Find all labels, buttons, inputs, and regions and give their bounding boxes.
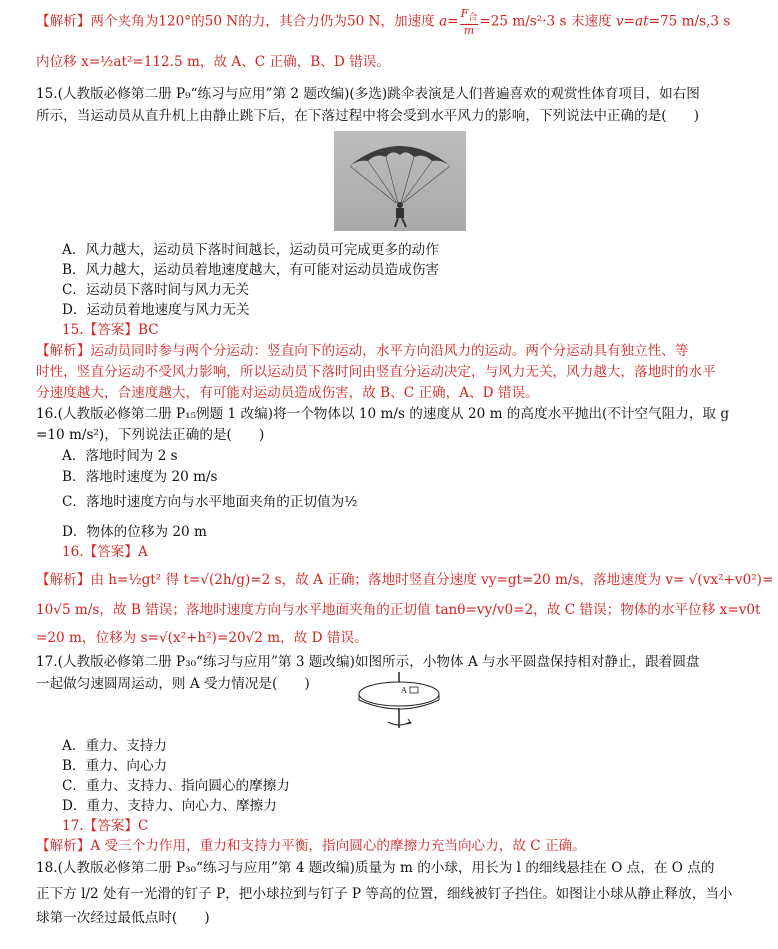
explanation-16-line3: =20 m，位移为 s=√(x²+h²)=20√2 m，故 D 错误。 — [36, 630, 368, 646]
question-17-option-c: C．重力、支持力、指向圆心的摩擦力 — [62, 778, 290, 794]
explanation-14-line2: 内位移 x=½at²=112.5 m，故 A、C 正确，B、D 错误。 — [36, 54, 390, 70]
question-16-option-c: C．落地时速度方向与水平地面夹角的正切值为½ — [62, 494, 358, 510]
parachute-photo — [334, 131, 466, 231]
explanation-16-line1: 【解析】由 h=½gt² 得 t=√(2h/g)=2 s，故 A 正确；落地时竖直分速度 vy=gt=20 m/s，落地速度为 v= √(vx²+v0²)= — [36, 572, 774, 588]
answer-15: 15.【答案】BC — [62, 322, 159, 338]
explanation-17: 【解析】A 受三个力作用，重力和支持力平衡，指向圆心的摩擦力充当向心力，故 C 正确。 — [36, 838, 586, 854]
question-15-option-b: B．风力越大，运动员着地速度越大，有可能对运动员造成伤害 — [62, 262, 440, 278]
explanation-15-line1: 【解析】运动员同时参与两个分运动：竖直向下的运动，水平方向沿风力的运动。两个分运动具有独立性、等 — [36, 343, 689, 359]
question-17-line2: 一起做匀速圆周运动，则 A 受力情况是( ) — [36, 676, 310, 692]
question-15-option-d: D．运动员着地速度与风力无关 — [62, 302, 250, 318]
question-15-line1: 15.(人教版必修第二册 P₉“练习与应用”第 2 题改编)(多选)跳伞表演是人们普遍喜欢的观赏性体育项目，如右图 — [36, 86, 700, 102]
answer-17: 17.【答案】C — [62, 818, 149, 834]
question-16-option-a: A．落地时间为 2 s — [62, 448, 178, 464]
explanation-16-line2: 10√5 m/s，故 B 错误；落地时速度方向与水平地面夹角的正切值 tanθ=vy/v0=2，故 C 错误；物体的水平位移 x=v0t — [36, 602, 761, 618]
explanation-14-line1: 【解析】两个夹角为120°的50 N的力，其合力仍为50 N，加速度 a= $\frac{F_合}{m}$ =25 m/s²·3 s 末速度 v=at=75 m/s,3 s — [36, 7, 731, 38]
question-16-option-b: B．落地时速度为 20 m/s — [62, 469, 218, 485]
explanation-15-line2: 时性，竖直分运动不受风力影响，所以运动员下落时间由竖直分运动决定，与风力无关，风力越大，落地时的水平 — [36, 364, 716, 380]
question-16-option-d: D．物体的位移为 20 m — [62, 524, 207, 540]
answer-16: 16.【答案】A — [62, 544, 148, 560]
question-17-option-a: A．重力、支持力 — [62, 738, 167, 754]
question-16-line1: 16.(人教版必修第二册 P₁₅例题 1 改编)将一个物体以 10 m/s 的速度从 20 m 的高度水平抛出(不计空气阻力，取 g — [36, 406, 730, 422]
question-17-option-b: B．重力、向心力 — [62, 758, 168, 774]
question-15-line2: 所示，当运动员从直升机上由静止跳下后，在下落过程中将会受到水平风力的影响，下列说法中正确的是( ) — [36, 108, 700, 124]
question-15-option-c: C．运动员下落时间与风力无关 — [62, 282, 250, 298]
question-15-option-a: A．风力越大，运动员下落时间越长，运动员可完成更多的动作 — [62, 242, 439, 258]
explanation-15-line3: 分速度越大，合速度越大，有可能对运动员造成伤害，故 B、C 正确，A、D 错误。 — [36, 385, 539, 401]
rotating-disk-diagram — [352, 670, 448, 736]
question-16-line2: =10 m/s²)，下列说法正确的是( ) — [36, 427, 265, 443]
question-18-line3: 球第一次经过最低点时( ) — [36, 910, 210, 926]
question-17-line1: 17.(人教版必修第二册 P₃₀“练习与应用”第 3 题改编)如图所示，小物体 A 与水平圆盘保持相对静止，跟着圆盘 — [36, 654, 700, 670]
question-17-option-d: D．重力、支持力、向心力、摩擦力 — [62, 798, 277, 814]
question-18-line1: 18.(人教版必修第二册 P₃₀“练习与应用”第 4 题改编)质量为 m 的小球，用长为 l 的细线悬挂在 O 点，在 O 点的 — [36, 860, 715, 876]
question-18-line2: 正下方 l/2 处有一光滑的钉子 P，把小球拉到与钉子 P 等高的位置，细线被钉子挡住。如图让小球从静止释放，当小 — [36, 886, 733, 902]
object-a-label: A — [401, 686, 407, 695]
